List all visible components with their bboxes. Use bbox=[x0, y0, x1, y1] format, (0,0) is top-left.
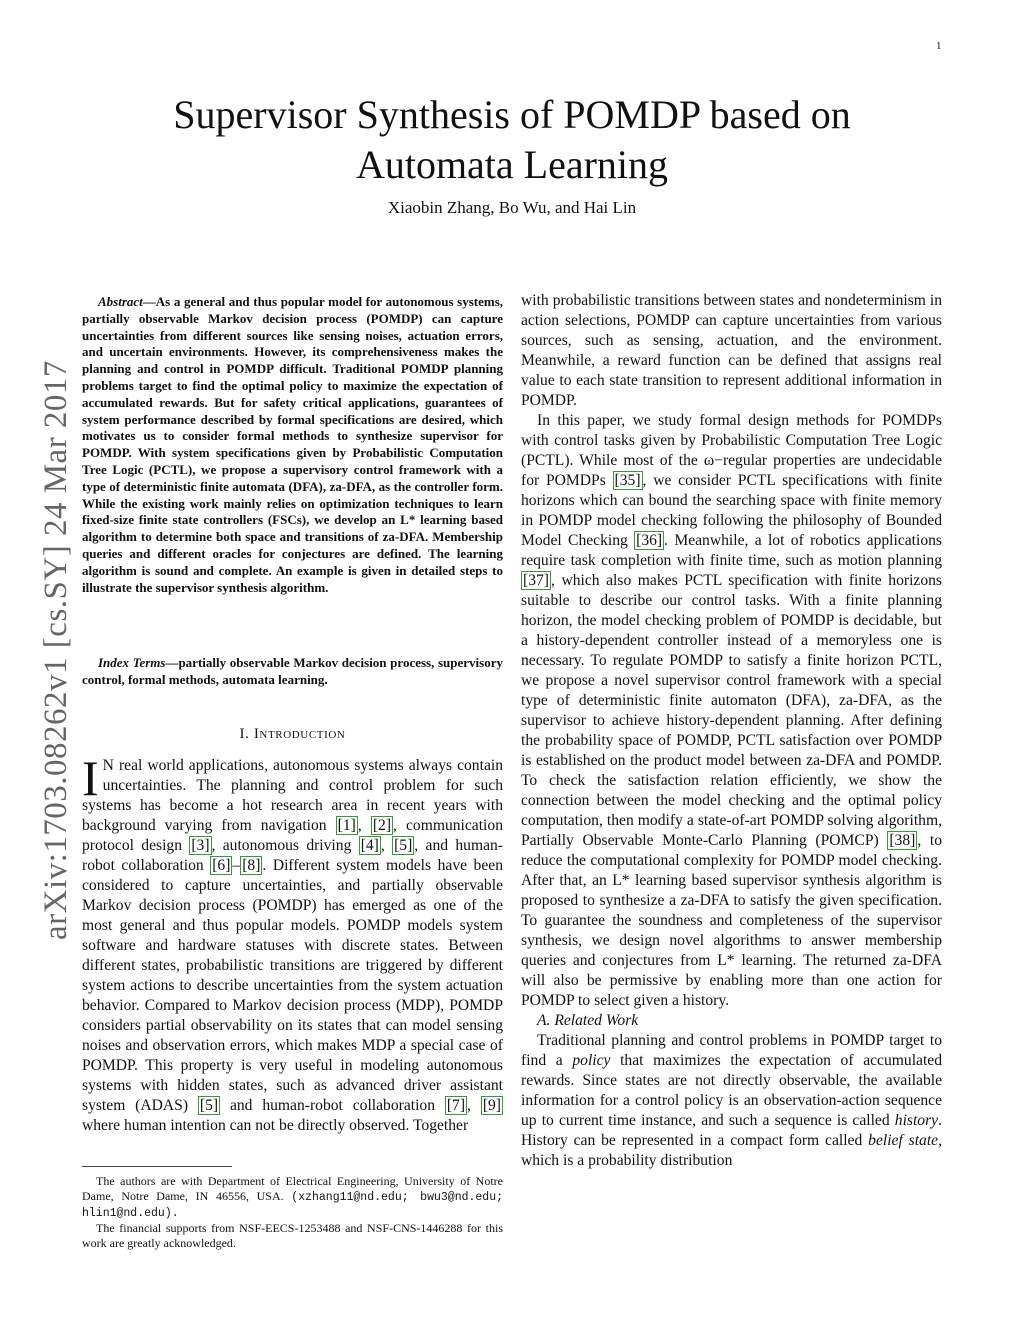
index-terms-label: Index Terms— bbox=[98, 655, 179, 670]
abstract-text: As a general and thus popular model for autonomous systems, partially observable Markov decision process (POMDP) can capture uncertainties from different sources like sensing noises, actuation errors, and uncertain environments. However, its comprehensiveness makes the planning and control in POMDP difficult. Traditional POMDP planning problems target to find the optimal policy to maximize the expectation of accumulated rewards. But for safety critical applications, guarantees of system performance described by formal specifications are desired, which motivates us to consider formal methods to synthesize supervisor for POMDP. With system specifications given by Probabilistic Computation Tree Logic (PCTL), we propose a supervisory control framework with a type of deterministic finite automata (DFA), za-DFA, as the controller form. While the existing work mainly relies on optimization techniques to learn fixed-size finite state controllers (FSCs), we develop an L* learning based algorithm to determine both space and transitions of za-DFA. Membership queries and different oracles for conjectures are defined. The learning algorithm is sound and complete. An example is given in detailed steps to illustrate the supervisor synthesis algorithm. bbox=[82, 294, 503, 595]
body-paragraph: with probabilistic transitions between states and nondeterminism in action selections, POMDP can capture uncertainties from various sources, such as sensing, actuation, and the environment. Meanwhile, a reward function can be defined that assigns real value to each state transition to represent additional information in POMDP. bbox=[521, 292, 942, 409]
citation-link[interactable]: [5] bbox=[394, 837, 413, 854]
body-text: , to reduce the computational complexity for POMDP model checking. After that, an L* learning based supervisor synthesis algorithm is proposed to synthesize a za-DFA to satisfy the given specification. To guarantee the soundness and completeness of the supervisor synthesis, we design novel algorithms to answer membership queries and conjectures from L* learning. The returned za-DFA will also be permissive by enabling more than one action for POMDP to select given a history. bbox=[521, 832, 942, 1009]
citation-link[interactable]: [36] bbox=[636, 532, 663, 549]
intro-text: , communication protocol design bbox=[82, 817, 503, 854]
intro-text: , autonomous driving bbox=[211, 837, 359, 854]
body-text: , which also makes PCTL specification with finite horizons suitable to describe our control tasks. With a finite planning horizon, the model checking problem of POMDP is decidable, but a history-dependent controller instead of a memoryless one is necessary. To regulate POMDP to satisfy a finite horizon PCTL, we propose a novel supervisor control framework with a special type of deterministic finite automaton (DFA), za-DFA, as the supervisor to achieve history-dependent planning. After defining the probability space of POMDP, PCTL satisfaction over POMDP is established on the product model between za-DFA and POMDP. To check the satisfaction relation efficiently, we show the connection between the model checking and the optimal policy computation, then modify a state-of-art POMDP solving algorithm, Partially Observable Monte-Carlo Planning (POMCP) bbox=[521, 572, 942, 849]
footnote-affiliation bbox=[82, 1174, 503, 1221]
citation-link[interactable]: [9] bbox=[482, 1097, 501, 1114]
body-text: . History can be represented in a compact form called bbox=[521, 1112, 942, 1149]
citation-link[interactable]: [3] bbox=[191, 837, 210, 854]
index-terms bbox=[82, 655, 503, 689]
intro-text: , bbox=[357, 817, 371, 834]
body-text: that maximizes the expectation of accumulated rewards. Since states are not directly observable, the available information for a control policy is an observation-action sequence up to current time instance, and such a sequence is called bbox=[521, 1052, 942, 1129]
footnote-divider bbox=[82, 1166, 232, 1167]
citation-link[interactable]: [6] bbox=[212, 857, 231, 874]
body-text-emphasis: policy bbox=[572, 1052, 611, 1069]
intro-text: . Different system models have been considered to capture uncertainties, and partially observable Markov decision process (POMDP) has emerged as one of the most general and thus popular models. POMDP models system software and hardware statuses with discrete states. Between different states, probabilistic transitions are triggered by different system actions to describe uncertainties from the system actuation behavior. Compared to Markov decision process (MDP), POMDP considers partial observability on its states that can model sensing noises and observation errors, which makes MDP a special case of POMDP. This property is very useful in modeling autonomous systems with hidden states, such as advanced driver assistant system (ADAS) bbox=[82, 857, 503, 1114]
body-text: , which is a probability distribution bbox=[521, 1132, 942, 1169]
citation-link[interactable]: [5] bbox=[199, 1097, 219, 1114]
body-text: Traditional planning and control problems in POMDP target to find a bbox=[521, 1032, 942, 1069]
title-line-1: Supervisor Synthesis of POMDP based on bbox=[173, 92, 851, 137]
intro-text: , bbox=[380, 837, 393, 854]
intro-text: , bbox=[467, 1097, 481, 1114]
arxiv-stamp: arXiv:1703.08262v1 [cs.SY] 24 Mar 2017 bbox=[38, 360, 74, 940]
citation-link[interactable]: [35] bbox=[614, 472, 641, 489]
footnote-emails: (xzhang11@nd.edu; bwu3@nd.edu; hlin1@nd.edu). bbox=[82, 1191, 503, 1220]
right-column bbox=[521, 291, 942, 1171]
body-text: , we consider PCTL specifications with finite horizons which can bound the searching space with finite memory in POMDP model checking following the philosophy of Bounded Model Checking bbox=[521, 472, 943, 549]
section-heading-introduction: I. Introduction bbox=[239, 726, 346, 742]
citation-link[interactable]: [8] bbox=[242, 857, 261, 874]
body-text-emphasis: belief state bbox=[868, 1132, 939, 1149]
title-line-2: Automata Learning bbox=[355, 142, 669, 187]
citation-link[interactable]: [37] bbox=[523, 572, 549, 589]
citation-link[interactable]: [1] bbox=[337, 817, 356, 834]
index-terms-text: partially observable Markov decision process, supervisory control, formal methods, automata learning. bbox=[82, 655, 503, 687]
citation-link[interactable]: [7] bbox=[446, 1097, 466, 1114]
subsection-heading-related-work: A. Related Work bbox=[537, 1012, 639, 1029]
intro-text: , and human-robot collaboration bbox=[82, 837, 503, 874]
abstract bbox=[82, 294, 503, 596]
intro-text: N real world applications, autonomous systems always contain uncertainties. The planning and control problem for such systems has become a hot research area in recent years with background varying from navigation bbox=[82, 757, 503, 834]
footnote-funding: The financial supports from NSF-EECS-1253488 and NSF-CNS-1446288 for this work are greatly acknowledged. bbox=[82, 1221, 503, 1250]
body-paragraph bbox=[521, 1031, 942, 1171]
intro-text: – bbox=[232, 857, 241, 874]
introduction-body bbox=[82, 750, 503, 1136]
intro-text: where human intention can not be directly observed. Together bbox=[82, 1117, 469, 1134]
paper-title bbox=[120, 90, 904, 190]
intro-paragraph bbox=[82, 750, 503, 1136]
body-text-emphasis: history bbox=[894, 1112, 939, 1129]
citation-link[interactable]: [38] bbox=[889, 832, 916, 849]
page-number: 1 bbox=[936, 40, 942, 52]
body-paragraph bbox=[521, 411, 942, 1011]
footnote-affiliation-text: The authors are with Department of Electrical Engineering, University of Notre Dame, Notre Dame, IN 46556, USA. bbox=[82, 1174, 503, 1203]
paper-authors: Xiaobin Zhang, Bo Wu, and Hai Lin bbox=[387, 198, 637, 217]
body-text: . Meanwhile, a lot of robotics applications require task completion with finite time, such as motion planning bbox=[521, 532, 942, 569]
body-text: In this paper, we study formal design methods for POMDPs with control tasks given by Probabilistic Computation Tree Logic (PCTL). While most of the ω−regular properties are undecidable for POMDPs bbox=[521, 412, 942, 489]
intro-text: and human-robot collaboration bbox=[220, 1097, 445, 1114]
footnotes bbox=[82, 1174, 503, 1251]
citation-link[interactable]: [2] bbox=[372, 817, 392, 834]
index-terms-paragraph bbox=[82, 655, 503, 689]
abstract-paragraph bbox=[82, 294, 503, 596]
drop-cap: I bbox=[82, 750, 99, 806]
abstract-label: Abstract— bbox=[98, 294, 156, 309]
citation-link[interactable]: [4] bbox=[360, 837, 379, 854]
